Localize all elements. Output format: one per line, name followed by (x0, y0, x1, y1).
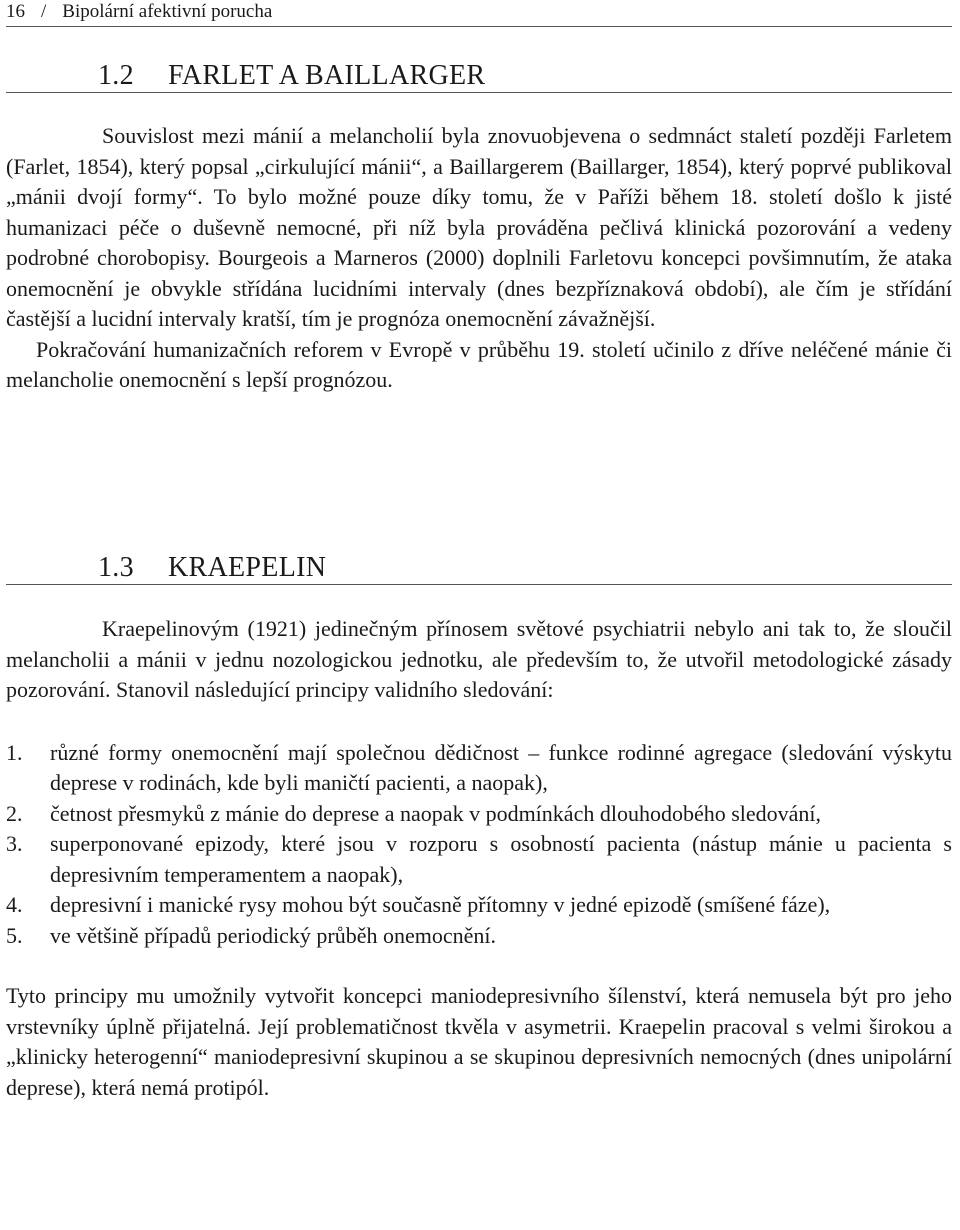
list-number: 3. (6, 831, 23, 856)
list-number: 2. (6, 800, 23, 826)
running-head-separator: / (41, 1, 47, 22)
closing-paragraph: Tyto principy mu umožnily vytvořit koncepci maniodepresivního šílenství, která nemusela být pro jeho vrstevníky úplně přijatelná. Její problematičnost tkvěla v asymetrii. Kraepelin pracoval s velmi širokou a „klinicky heterogenní“ maniodepresivní skupinou a se skupinou depresivních nemocných (dnes unipolární deprese), která nemá protipól. (6, 983, 952, 1100)
list-item (6, 921, 952, 952)
list-text: ve většině případů periodický průběh onemocnění. (50, 922, 496, 948)
running-head (6, 0, 952, 27)
section-farlet-baillarger (6, 60, 952, 396)
page-number: 16 (6, 1, 25, 22)
section-heading (6, 60, 952, 93)
list-text: četnost přesmyků z mánie do deprese a naopak v podmínkách dlouhodobého sledování, (50, 800, 822, 826)
list-item (6, 799, 952, 830)
book-title: Bipolární afektivní porucha (62, 1, 273, 22)
section-number: 1.2 (98, 60, 134, 91)
section-title: KRAEPELIN (168, 552, 327, 583)
section-title: FARLET A BAILLARGER (168, 60, 486, 91)
list-item (6, 890, 952, 921)
list-item (6, 829, 952, 890)
list-text: depresivní i manické rysy mohou být současně přítomny v jedné epizodě (smíšené fáze), (50, 892, 831, 917)
section-kraepelin (6, 552, 952, 1103)
section-heading (6, 552, 952, 585)
list-number: 1. (6, 739, 23, 765)
intro-paragraph: Kraepelinovým (1921) jedinečným přínosem světové psychiatrii nebylo ani tak to, že sloučil melancholii a mánii v jednu nozologickou jednotku, ale především to, že utvořil metodologické zásady pozorování. Stanovil následující principy validního sledování: (6, 616, 952, 702)
list-number: 5. (6, 922, 23, 948)
list-text: různé formy onemocnění mají společnou dědičnost – funkce rodinné agregace (sledování výskytu deprese v rodinách, kde byli maničtí pacienti, a naopak), (50, 739, 952, 795)
paragraph: Souvislost mezi mánií a melancholií byla znovuobjevena o sedmnáct staletí později Farletem (Farlet, 1854), který popsal „cirkulující mánii“, a Baillargerem (Baillarger, 1854), který poprvé publikoval „mánii dvojí formy“. To bylo možné pouze díky tomu, že v Paříži během 18. století došlo k jisté humanizaci péče o duševně nemocné, při níž byla prováděna pečlivá klinická pozorování a vedeny podrobné chorobopisy. Bourgeois a Marneros (2000) doplnili Farletovu koncepci povšimnutím, že ataka onemocnění je obvykle střídána lucidními intervaly (dnes bezpříznaková období), ale čím je střídání častější a lucidní intervaly kratší, tím je prognóza onemocnění závažnější. (6, 123, 952, 331)
principles-list (6, 738, 952, 952)
list-text: superponované epizody, které jsou v rozporu s osobností pacienta (nástup mánie u pacienta s depresivním temperamentem a naopak), (50, 831, 952, 887)
section-number: 1.3 (98, 552, 134, 583)
list-number: 4. (6, 892, 23, 917)
list-item (6, 738, 952, 799)
paragraph: Pokračování humanizačních reforem v Evropě v průběhu 19. století učinilo z dříve neléčené mánie či melancholie onemocnění s lepší prognózou. (6, 336, 952, 392)
